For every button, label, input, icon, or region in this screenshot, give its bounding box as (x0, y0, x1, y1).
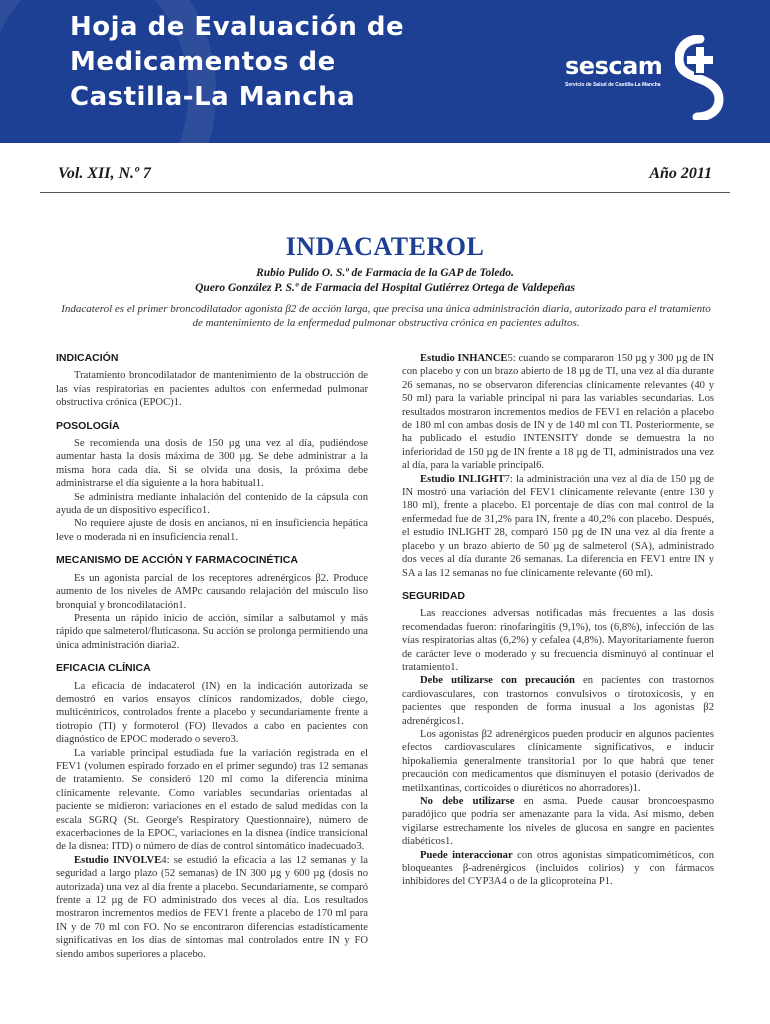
divider (40, 192, 730, 193)
study-name: Estudio INHANCE (420, 353, 508, 364)
section-heading: INDICACIÓN (56, 352, 119, 364)
right-column (402, 352, 714, 889)
emphasis: Puede interaccionar (420, 849, 513, 861)
logo-symbol-icon (675, 35, 725, 120)
paragraph: La eficacia de indacaterol (IN) en la indicación autorizada se demostró en varios ensayos clínicos randomizados, doble ciego, multicéntricos, controlados frente a placebo y secundariamente frente a tiotropio (TI) y formoterol (FO) llevados a cabo en pacientes con diagnóstico de EPOC moderado o severo3. (56, 680, 368, 746)
emphasis: No debe utilizarse (420, 796, 515, 807)
paragraph: Estudio INLIGHT7: la administración una vez al día de 150 µg de IN mostró una variación del FEV1 clínicamente relevante (entre 130 y 180 ml), frente a placebo. El porcentaje de días con mal control de la enfermedad fue de 31,2% para IN, frente a 40,2% con placebo. Después, el estudio INLIGHT 28, comparó 150 µg de IN una vez al día frente a placebo y un brazo abierto de 50 µg de salmeterol (SA), administrado dos veces al día durante 26 semanas. La diferencia en FEV1 entre IN y SA a las 12 semanas no fue clínicamente relevante (60 ml). (402, 473, 714, 579)
study-name: Estudio INLIGHT (420, 473, 505, 485)
article-abstract: Indacaterol es el primer broncodilatador agonista β2 de acción larga, que precisa una única administración diaria, autorizado para el tratamiento de mantenimiento de la enfermedad pulmonar obstructiva crónica en pacientes adultos. (61, 303, 711, 329)
article-title: INDACATEROL (285, 232, 485, 261)
paragraph: Estudio INVOLVE4: se estudió la eficacia a las 12 semanas y la seguridad a largo plazo (52 semanas) de IN 300 µg y 600 µg (dosis no autorizada) una vez al día frente a placebo. Secundariamente, se comparó frente a 12 µg de FO administrado dos veces al día. Los resultados mostraron incrementos medios de FEV1 frente a placebo de 170 ml para IN y de 70 ml con FO. No se encontraron diferencias estadísticamente significativas en los días de síntomas mal controlados entre IN y FO siendo ambos superiores a placebo. (56, 854, 368, 960)
paragraph: Estudio INHANCE5: cuando se compararon 150 µg y 300 µg de IN con placebo y con un brazo abierto de 18 µg de TI, una vez al día durante 26 semanas, no se observaron diferencias clínicamente relevantes (40 y 50 ml) para la variable principal ni para las variables secundarias. Los resultados mostraron incrementos medios de FEV1 en relación a placebo de 180 ml con ambas dosis de IN y de 140 ml con TI. Posteriormente, se ha publicado el estudio INTENSITY donde se demuestra la no inferioridad de 150 µg de IN frente a 18 µg de TI, administrados una vez al día, para la variable principal6. (402, 353, 714, 472)
paragraph: Tratamiento broncodilatador de mantenimiento de la obstrucción de las vías respiratorias en pacientes adultos con enfermedad pulmonar obstructiva crónica (EPOC)1. (56, 370, 368, 409)
paragraph: Debe utilizarse con precaución en pacientes con trastornos cardiovasculares, con trastornos convulsivos o tirotoxicosis, y en pacientes que responden de forma inusual a los agonistas β2 adrenérgicos1. (402, 675, 714, 727)
issue-year: Año 2011 (649, 165, 712, 182)
emphasis: Debe utilizarse con precaución (420, 675, 575, 687)
paragraph: Puede interaccionar con otros agonistas simpaticomiméticos, con bloqueantes β-adrenérgicos (incluidos colirios) y con fármacos inhibidores del CYP3A4 o de la glicoproteína P1. (402, 849, 715, 888)
article-authors (0, 266, 770, 296)
section-heading: EFICACIA CLÍNICA (56, 662, 151, 675)
paragraph: Es un agonista parcial de los receptores adrenérgicos β2. Produce aumento de los niveles de AMPc causando relajación del músculo liso bronquial y broncodilatación1. (56, 572, 368, 611)
logo-wordmark: sescam (565, 52, 663, 80)
study-name: Estudio INVOLVE (74, 854, 162, 866)
author-line: Rubio Pulido O. S.º de Farmacia de la GAP de Toledo. (256, 267, 514, 279)
author-line: Quero González P. S.º de Farmacia del Hospital Gutiérrez Ortega de Valdepeñas (195, 282, 575, 294)
paragraph: Se recomienda una dosis de 150 µg una vez al día, pudiéndose aumentar hasta la dosis máxima de 300 µg. Se debe administrar a la misma hora cada día. Si se olvida una dosis, la próxima debe administrarse el día siguiente a la hora habitual1. (56, 438, 368, 490)
paragraph: Presenta un rápido inicio de acción, similar a salbutamol y más rápido que salmeterol/fluticasona. Su acción se prolonga permitiendo una única administración diaria2. (56, 612, 368, 651)
paragraph: Las reacciones adversas notificadas más frecuentes a las dosis recomendadas fueron: rinofaringitis (9,1%), tos (6,8%), infección de las vías respiratorias altas (6,2%) y cefalea (4,8%). Mayoritariamente fueron de carácter leve o moderado y su frecuencia disminuyó al continuar el tratamiento1. (402, 608, 714, 673)
paragraph: Se administra mediante inhalación del contenido de la cápsula con ayuda de un dispositivo específico1. (56, 491, 368, 517)
left-column (56, 352, 368, 961)
section-heading: MECANISMO DE ACCIÓN Y FARMACOCINÉTICA (56, 554, 298, 567)
section-heading: POSOLOGÍA (56, 419, 120, 432)
paragraph: No requiere ajuste de dosis en ancianos, ni en insuficiencia hepática leve o moderada ni en insuficiencia renal1. (56, 518, 368, 543)
paragraph: Los agonistas β2 adrenérgicos pueden producir en algunos pacientes efectos cardiovasculares clínicamente significativos, e inducir hipokaliemia generalmente transitoria1 por lo que habrá que tener precaución con medicamentos que disminuyen el potasio (derivados de metilxantinas, corticoides o diuréticos no ahorradores)1. (402, 728, 714, 794)
section-heading: SEGURIDAD (402, 589, 466, 602)
header-banner (0, 0, 770, 143)
paragraph: No debe utilizarse en asma. Puede causar broncoespasmo paradójico que podría ser amenazante para la vida. Así mismo, deben vigilarse estrechamente los niveles de glucosa en sangre en pacientes diabéticos1. (402, 796, 714, 848)
issue-volume: Vol. XII, N.º 7 (58, 165, 151, 182)
bulletin-title: Hoja de Evaluación de Medicamentos de Castilla-La Mancha (70, 12, 405, 112)
logo-subtitle: Servicio de Salud de Castilla-La Mancha (565, 82, 661, 88)
paragraph: La variable principal estudiada fue la variación registrada en el FEV1 (volumen espirado forzado en el primer segundo) tras 12 semanas de tratamiento. Se consideró 120 ml como la diferencia mínima clínicamente relevante. Como variables secundarias orientadas al paciente se midieron: variaciones en el estado de salud medidas con la escala SGRQ (St. George's Respiratory Questionnaire), número de exacerbaciones de la EPOC, variaciones en la disnea (índice transicional de la disnea: ITD) o número de días de control sintomático inadecuado3. (56, 747, 368, 853)
sescam-logo (565, 35, 730, 120)
